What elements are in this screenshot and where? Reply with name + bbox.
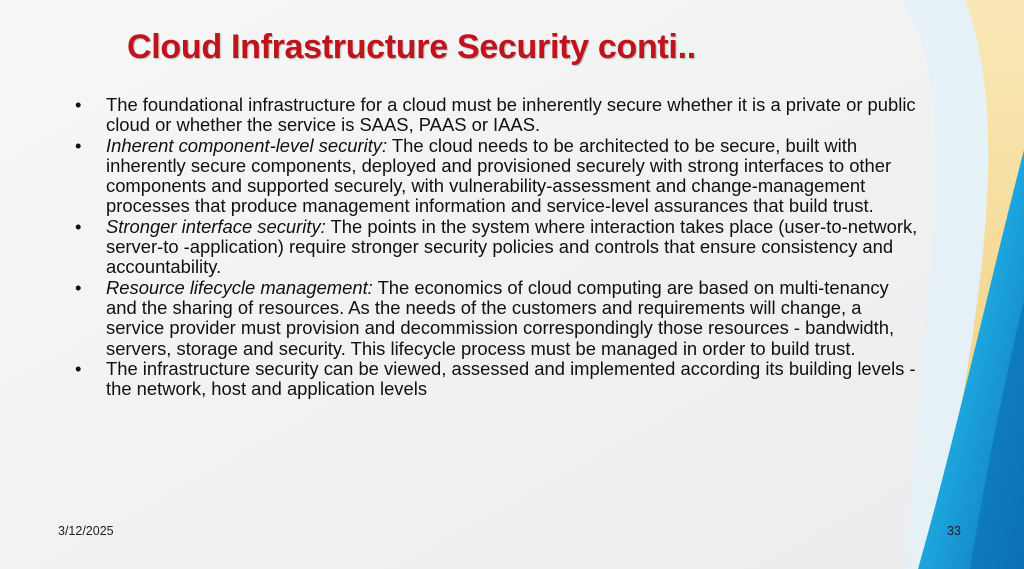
bullet-text: The points in the system where interaction takes place (user-to-network, server-to -application) require stronger security policies and controls that ensure consistency and accountability. xyxy=(106,215,918,278)
bullet-dot-icon: • xyxy=(75,134,82,156)
bullet-item xyxy=(72,95,922,136)
page-number: 33 xyxy=(947,524,961,538)
bullet-dot-icon: • xyxy=(75,215,82,237)
bullet-lead: Inherent component-level security: xyxy=(106,134,388,156)
bullet-lead: Resource lifecycle management: xyxy=(106,276,373,298)
bullet-item xyxy=(72,278,922,359)
bullet-dot-icon: • xyxy=(75,276,82,298)
bullet-text: The cloud needs to be architected to be secure, built with inherently secure components, deployed and provisioned securely with strong interfaces to other components and supported securely, with vulnerability-assessment and change-management processes that produce management information and service-level assurances that build trust. xyxy=(106,134,892,217)
bullet-list xyxy=(72,95,922,399)
bullet-text: The economics of cloud computing are based on multi-tenancy and the sharing of resources. As the needs of the customers and requirements will change, a service provider must provision and decommission correspondingly those resources - bandwidth, servers, storage and security. This lifecycle process must be managed in order to build trust. xyxy=(106,276,895,359)
bullet-lead: Stronger interface security: xyxy=(106,215,326,237)
bullet-text: The foundational infrastructure for a cloud must be inherently secure whether it is a private or public cloud or whether the service is SAAS, PAAS or IAAS. xyxy=(106,94,916,136)
slide-title: Cloud Infrastructure Security conti.. xyxy=(127,28,696,66)
bullet-dot-icon: • xyxy=(75,94,82,115)
bullet-text: The infrastructure security can be viewed, assessed and implemented according its building levels - the network, host and application levels xyxy=(106,357,916,400)
bullet-item xyxy=(72,359,922,400)
bullet-dot-icon: • xyxy=(75,357,82,379)
bullet-item xyxy=(72,136,922,217)
footer-date: 3/12/2025 xyxy=(58,524,114,538)
bullet-item xyxy=(72,217,922,278)
